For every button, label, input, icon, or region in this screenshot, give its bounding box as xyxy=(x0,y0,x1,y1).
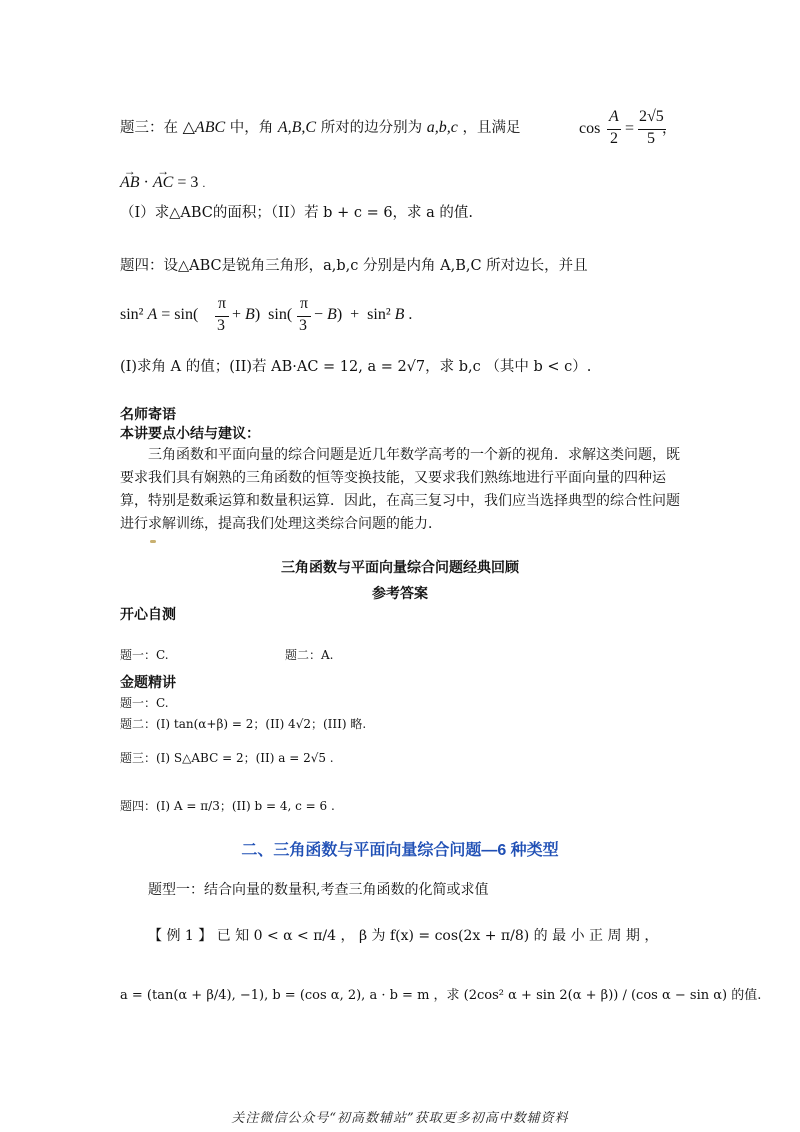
sides-abc: a,b,c xyxy=(426,119,458,136)
problem3-line1 xyxy=(120,118,521,138)
example1-line2: a = (tan(α + β/4), −1), b = (cos α, 2), a · b = m ，求 (2cos² α + sin 2(α + β)) / (cos α − sin α) 的值. xyxy=(120,988,762,1003)
footer-note: 关注微信公众号“初高数辅站”获取更多初高中数辅资料 xyxy=(231,1111,569,1126)
teacher-notes-paragraph: 三角函数和平面向量的综合问题是近几年数学高考的一个新的视角．求解这类问题，既要求我们具有娴熟的三角函数的恒等变换技能，又要求我们熟练地进行平面向量的四种运算，特别是数乘运算和数量积运算．因此，在高三复习中，我们应当选择典型的综合性问题进行求解训练，提高我们处理这类综合问题的能力． xyxy=(120,447,680,532)
answer-s2-q2: 题二：(I) tan(α+β) = 2；(II) 4√2；(III) 略. xyxy=(120,717,367,731)
problem4-line1: 题四：设△ABC是锐角三角形，a,b,c 分别是内角 A,B,C 所对边长，并且 xyxy=(120,258,588,274)
problem3-prefix: 题三：在 xyxy=(120,120,178,136)
triangle-abc: △ABC xyxy=(182,119,226,136)
teacher-notes-title: 名师寄语 xyxy=(120,406,176,422)
problem3-mid2: 所对的边分别为 xyxy=(320,120,423,136)
problem3-questions: （I）求△ABC的面积；（II）若 b + c = 6，求 a 的值. xyxy=(120,205,474,221)
problem3-comma: ， xyxy=(662,121,677,137)
answer-s2-q3: 题三：(I) S△ABC = 2；(II) a = 2√5 . xyxy=(120,751,334,765)
scan-mark xyxy=(150,540,156,543)
problem3-cos-formula: cos A 2 = 2√5 5 xyxy=(579,108,669,152)
problem3-dot-product: → AB · → AC = 3 . xyxy=(120,173,205,193)
answers-subtitle: 参考答案 xyxy=(372,585,428,601)
answer-s1-q1: 题一：C. xyxy=(120,648,169,662)
type1-heading: 题型一：结合向量的数量积,考查三角函数的化简或求值 xyxy=(148,882,489,898)
answer-s1-q2: 题二：A. xyxy=(285,648,334,662)
answer-s2-q1: 题一：C. xyxy=(120,696,169,710)
teacher-notes-subtitle: 本讲要点小结与建议： xyxy=(120,425,260,441)
example1-line1: 【 例 1 】 已 知 0 < α < π/4 ， β 为 f(x) = cos(2x + π/8) 的 最 小 正 周 期 ， xyxy=(148,928,659,944)
answer-s2-q4: 题四：(I) A = π/3；(II) b = 4, c = 6 . xyxy=(120,799,335,813)
section-golden-questions: 金题精讲 xyxy=(120,674,176,690)
section-happy-test: 开心自测 xyxy=(120,606,176,622)
angles-abc: A,B,C xyxy=(277,119,317,136)
problem3-mid3: ，且满足 xyxy=(462,120,521,136)
problem3-mid: 中，角 xyxy=(229,120,274,136)
problem4-questions: (I)求角 A 的值；(II)若 AB·AC = 12, a = 2√7，求 b,c （其中 b < c）. xyxy=(120,359,592,375)
problem4-equation: sin² A = sin( π 3 + B) sin( π 3 − B) + sin² B . xyxy=(120,295,413,334)
section-two-title: 二、三角函数与平面向量综合问题—6 种类型 xyxy=(241,842,559,859)
answers-title: 三角函数与平面向量综合问题经典回顾 xyxy=(281,559,519,575)
